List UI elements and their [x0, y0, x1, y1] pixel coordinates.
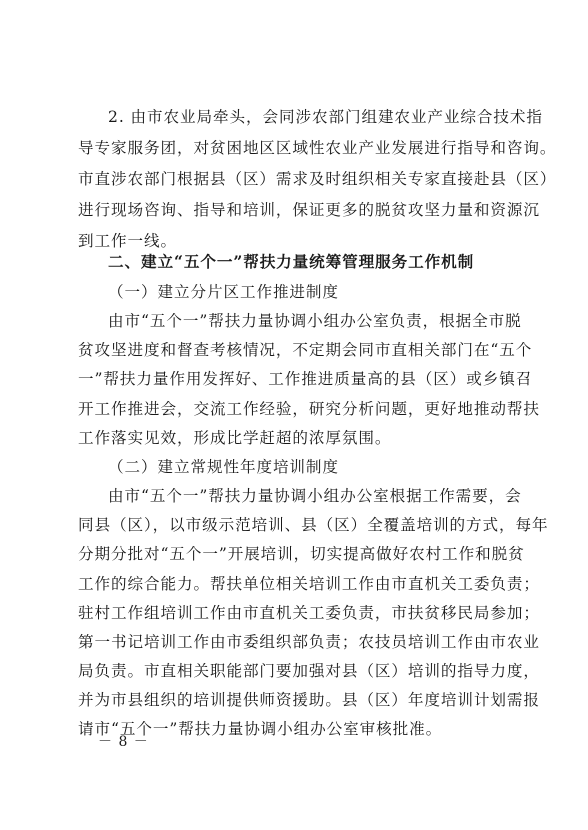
paragraph-1-line-5: 到工作一线。: [78, 232, 177, 250]
paragraph-2-line-3: 一”帮扶力量作用发挥好、工作推进质量高的县（区）或乡镇召: [78, 370, 533, 388]
page-number: － 8 －: [98, 734, 149, 750]
paragraph-2-line-1: 由市“五个一”帮扶力量协调小组办公室负责，根据全市脱: [108, 312, 522, 330]
paragraph-1-line-3: 市直涉农部门根据县（区）需求及时组织相关专家直接赴县（区）: [78, 170, 557, 188]
paragraph-3-line-3: 分期分批对“五个一”开展培训，切实提高做好农村工作和脱贫: [78, 545, 525, 563]
paragraph-2-line-5: 工作落实见效，形成比学赶超的浓厚氛围。: [78, 429, 392, 447]
subsection-heading-2: （二）建立常规性年度培训制度: [108, 458, 339, 476]
paragraph-3-line-8: 并为市县组织的培训提供师资援助。县（区）年度培训计划需报: [78, 691, 540, 709]
paragraph-3-line-1: 由市“五个一”帮扶力量协调小组办公室根据工作需要，会: [108, 487, 522, 505]
paragraph-3-line-9: 请市“五个一”帮扶力量协调小组办公室审核批准。: [78, 720, 443, 738]
paragraph-1-line-2: 导专家服务团，对贫困地区区域性农业产业发展进行指导和咨询。: [78, 139, 557, 157]
paragraph-2-line-2: 贫攻坚进度和督查考核情况，不定期会同市直相关部门在“五个: [78, 341, 533, 359]
paragraph-2-line-4: 开工作推进会，交流工作经验，研究分析问题，更好地推动帮扶: [78, 400, 540, 418]
paragraph-3-line-4: 工作的综合能力。帮扶单位相关培训工作由市直机关工委负责；: [78, 575, 540, 593]
subsection-heading-1: （一）建立分片区工作推进制度: [108, 283, 339, 301]
paragraph-3-line-5: 驻村工作组培训工作由市直机关工委负责，市扶贫移民局参加；: [78, 604, 540, 622]
paragraph-3-line-2: 同县（区），以市级示范培训、县（区）全覆盖培训的方式，每年: [78, 516, 549, 534]
section-heading-2: 二、建立“五个一”帮扶力量统筹管理服务工作机制: [108, 252, 475, 271]
paragraph-3-line-6: 第一书记培训工作由市委组织部负责；农技员培训工作由市农业: [78, 633, 540, 651]
paragraph-3-line-7: 局负责。市直相关职能部门要加强对县（区）培训的指导力度，: [78, 662, 540, 680]
paragraph-1-line-1: 2. 由市农业局牵头，会同涉农部门组建农业产业综合技术指: [108, 108, 543, 126]
paragraph-1-line-4: 进行现场咨询、指导和培训，保证更多的脱贫攻坚力量和资源沉: [78, 201, 540, 219]
